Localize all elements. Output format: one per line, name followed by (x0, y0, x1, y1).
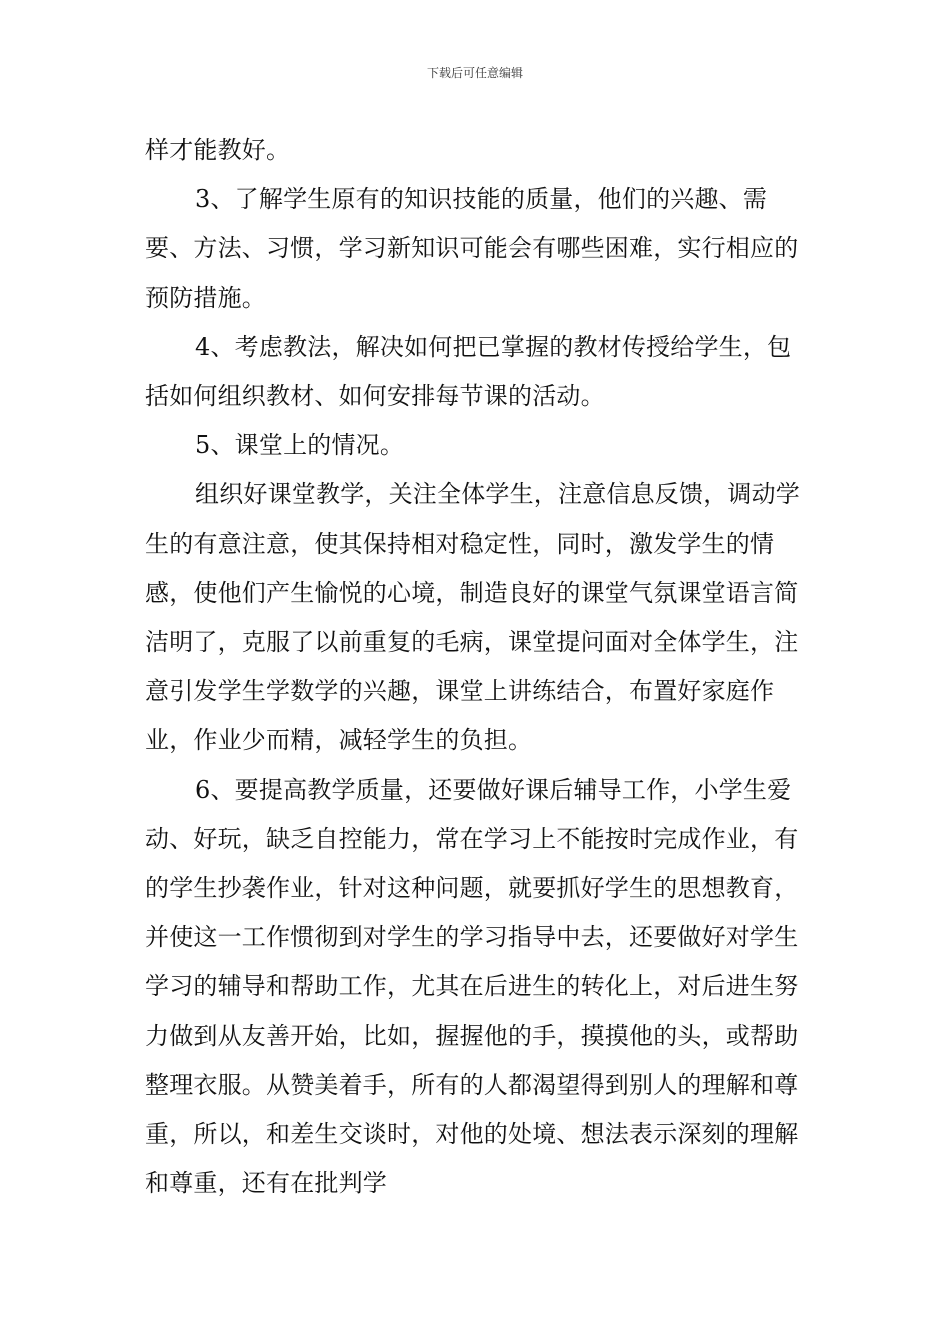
paragraph-item-5: 5、课堂上的情况。 (195, 431, 405, 460)
paragraph-item-3: 3、了解学生原有的知识技能的质量，他们的兴趣、需要、方法、习惯，学习新知识可能会有哪些困难，实行相应的预防措施。 (145, 185, 799, 312)
paragraph-continuation: 样才能教好。 (145, 136, 291, 164)
paragraph-item-6: 6、要提高教学质量，还要做好课后辅导工作，小学生爱动、好玩，缺乏自控能力，常在学习上不能按时完成作业，有的学生抄袭作业，针对这种问题，就要抓好学生的思想教育，并使这一工作惯彻到对学生的学习指导中去，还要做好对学生学习的辅导和帮助工作，尤其在后进生的转化上，对后进生努力做到从友善开始，比如，握握他的手，摸摸他的头，或帮助整理衣服。从赞美着手，所有的人都渴望得到别人的理解和尊重，所以，和差生交谈时，对他的处境、想法表示深刻的理解和尊重，还有在批判学 (145, 775, 799, 1198)
paragraph-classroom-teaching: 组织好课堂教学，关注全体学生，注意信息反馈，调动学生的有意注意，使其保持相对稳定性，同时，激发学生的情感，使他们产生愉悦的心境，制造良好的课堂气氛课堂语言简洁明了，克服了以前重复的毛病，课堂提问面对全体学生，注意引发学生学数学的兴趣，课堂上讲练结合，布置好家庭作业，作业少而精，减轻学生的负担。 (145, 480, 800, 755)
paragraph-item-4: 4、考虑教法，解决如何把已掌握的教材传授给学生，包括如何组织教材、如何安排每节课的活动。 (145, 332, 792, 411)
page-header: 下载后可任意编辑 (426, 66, 523, 80)
document-body (145, 126, 810, 1208)
